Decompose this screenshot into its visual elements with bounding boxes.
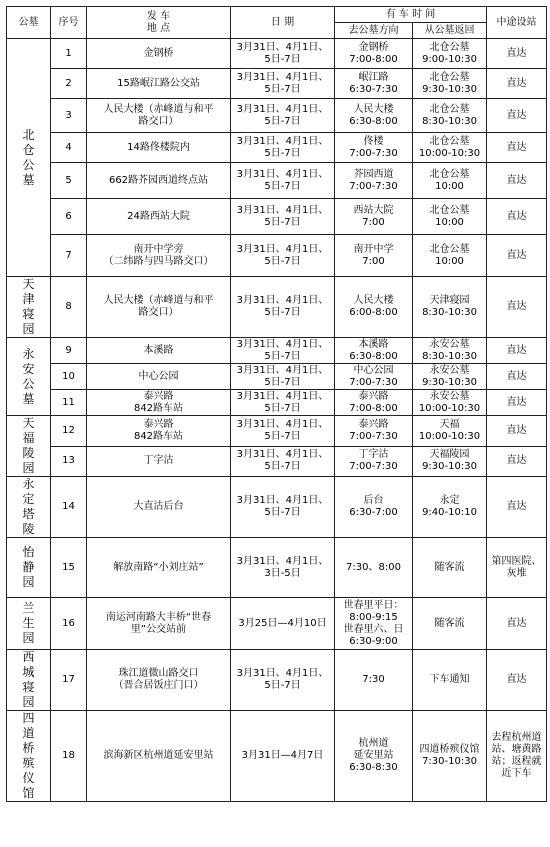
from-cemetery-cell: 北仓公墓 10:00 bbox=[413, 163, 487, 199]
shuttle-bus-schedule-table bbox=[6, 6, 547, 802]
departure-cell: 金钢桥 bbox=[87, 39, 231, 69]
cemetery-name: 怡 静 园 bbox=[7, 538, 51, 598]
cemetery-name: 天 津 寝 园 bbox=[7, 277, 51, 338]
from-cemetery-cell: 北仓公墓 10:00-10:30 bbox=[413, 133, 487, 163]
cemetery-name: 永 定 塔 陵 bbox=[7, 477, 51, 538]
from-cemetery-cell: 天福 10:00-10:30 bbox=[413, 416, 487, 447]
from-cemetery-cell: 北仓公墓 10:00 bbox=[413, 199, 487, 235]
table-row bbox=[7, 416, 547, 447]
seq-cell: 3 bbox=[51, 99, 87, 133]
departure-cell: 人民大楼（赤峰道与和平 路交口） bbox=[87, 277, 231, 338]
departure-cell: 解放南路“小刘庄站” bbox=[87, 538, 231, 598]
midway-cell: 直达 bbox=[487, 39, 547, 69]
from-cemetery-cell: 天福陵园 9:30-10:30 bbox=[413, 446, 487, 477]
date-cell: 3月31日、4月1日、 5日-7日 bbox=[231, 650, 335, 711]
seq-cell: 14 bbox=[51, 477, 87, 538]
midway-cell: 直达 bbox=[487, 99, 547, 133]
header-cemetery: 公墓 bbox=[7, 7, 51, 39]
to-cemetery-cell: 世春里平日： 8:00-9:15 世春里六、日 6:30-9:00 bbox=[335, 598, 413, 650]
date-cell: 3月31日、4月1日、 5日-7日 bbox=[231, 390, 335, 416]
seq-cell: 1 bbox=[51, 39, 87, 69]
date-cell: 3月31日、4月1日、 5日-7日 bbox=[231, 446, 335, 477]
seq-cell: 16 bbox=[51, 598, 87, 650]
midway-cell: 直达 bbox=[487, 277, 547, 338]
table-row bbox=[7, 711, 547, 802]
from-cemetery-cell: 北仓公墓 9:00-10:30 bbox=[413, 39, 487, 69]
table-row bbox=[7, 133, 547, 163]
to-cemetery-cell: 佟楼 7:00-7:30 bbox=[335, 133, 413, 163]
departure-cell: 15路岷江路公交站 bbox=[87, 69, 231, 99]
from-cemetery-cell: 永定 9:40-10:10 bbox=[413, 477, 487, 538]
to-cemetery-cell: 中心公园 7:00-7:30 bbox=[335, 364, 413, 390]
date-cell: 3月31日、4月1日、 5日-7日 bbox=[231, 69, 335, 99]
date-cell: 3月31日、4月1日、 5日-7日 bbox=[231, 338, 335, 364]
cemetery-name: 永 安 公 墓 bbox=[7, 338, 51, 416]
date-cell: 3月31日、4月1日、 5日-7日 bbox=[231, 364, 335, 390]
midway-cell: 直达 bbox=[487, 598, 547, 650]
from-cemetery-cell: 天津寝园 8:30-10:30 bbox=[413, 277, 487, 338]
date-cell: 3月31日、4月1日、 5日-7日 bbox=[231, 39, 335, 69]
to-cemetery-cell: 西站大院 7:00 bbox=[335, 199, 413, 235]
departure-cell: 662路芥园西道终点站 bbox=[87, 163, 231, 199]
to-cemetery-cell: 杭州道 延安里站 6:30-8:30 bbox=[335, 711, 413, 802]
midway-cell: 直达 bbox=[487, 477, 547, 538]
midway-cell: 直达 bbox=[487, 416, 547, 447]
midway-cell: 直达 bbox=[487, 163, 547, 199]
to-cemetery-cell: 岷江路 6:30-7:30 bbox=[335, 69, 413, 99]
midway-cell: 直达 bbox=[487, 199, 547, 235]
to-cemetery-cell: 7:30、8:00 bbox=[335, 538, 413, 598]
header-midway: 中途设站 bbox=[487, 7, 547, 39]
date-cell: 3月31日、4月1日、 5日-7日 bbox=[231, 99, 335, 133]
seq-cell: 5 bbox=[51, 163, 87, 199]
from-cemetery-cell: 北仓公墓 9:30-10:30 bbox=[413, 69, 487, 99]
table-row bbox=[7, 199, 547, 235]
midway-cell: 直达 bbox=[487, 650, 547, 711]
from-cemetery-cell: 随客流 bbox=[413, 538, 487, 598]
from-cemetery-cell: 下车通知 bbox=[413, 650, 487, 711]
table-row bbox=[7, 277, 547, 338]
from-cemetery-cell: 永安公墓 8:30-10:30 bbox=[413, 338, 487, 364]
from-cemetery-cell: 永安公墓 10:00-10:30 bbox=[413, 390, 487, 416]
seq-cell: 12 bbox=[51, 416, 87, 447]
seq-cell: 2 bbox=[51, 69, 87, 99]
midway-cell: 直达 bbox=[487, 364, 547, 390]
departure-cell: 丁字沽 bbox=[87, 446, 231, 477]
header-times: 有 车 时 间 bbox=[335, 7, 487, 23]
departure-cell: 泰兴路 842路车站 bbox=[87, 390, 231, 416]
table-row bbox=[7, 364, 547, 390]
midway-cell: 直达 bbox=[487, 338, 547, 364]
cemetery-name: 兰 生 园 bbox=[7, 598, 51, 650]
departure-cell: 14路佟楼院内 bbox=[87, 133, 231, 163]
table-row bbox=[7, 650, 547, 711]
table-row bbox=[7, 338, 547, 364]
date-cell: 3月31日、4月1日、 5日-7日 bbox=[231, 477, 335, 538]
departure-cell: 大直沽后台 bbox=[87, 477, 231, 538]
to-cemetery-cell: 7:30 bbox=[335, 650, 413, 711]
table-row bbox=[7, 598, 547, 650]
departure-cell: 珠江道微山路交口 （晋合居饭庄门口） bbox=[87, 650, 231, 711]
seq-cell: 13 bbox=[51, 446, 87, 477]
table-row bbox=[7, 69, 547, 99]
seq-cell: 18 bbox=[51, 711, 87, 802]
seq-cell: 17 bbox=[51, 650, 87, 711]
midway-cell: 直达 bbox=[487, 446, 547, 477]
from-cemetery-cell: 永安公墓 9:30-10:30 bbox=[413, 364, 487, 390]
midway-cell: 直达 bbox=[487, 69, 547, 99]
to-cemetery-cell: 泰兴路 7:00-8:00 bbox=[335, 390, 413, 416]
header-to-cemetery: 去公墓方向 bbox=[335, 23, 413, 39]
from-cemetery-cell: 北仓公墓 10:00 bbox=[413, 235, 487, 277]
seq-cell: 10 bbox=[51, 364, 87, 390]
table-row bbox=[7, 99, 547, 133]
departure-cell: 南开中学旁 （二纬路与四马路交口） bbox=[87, 235, 231, 277]
table-row bbox=[7, 235, 547, 277]
date-cell: 3月31日—4月7日 bbox=[231, 711, 335, 802]
date-cell: 3月31日、4月1日、 5日-7日 bbox=[231, 163, 335, 199]
cemetery-name: 天 福 陵 园 bbox=[7, 416, 51, 477]
cemetery-name: 北 仓 公 墓 bbox=[7, 39, 51, 277]
date-cell: 3月31日、4月1日、 5日-7日 bbox=[231, 199, 335, 235]
departure-cell: 24路西站大院 bbox=[87, 199, 231, 235]
seq-cell: 15 bbox=[51, 538, 87, 598]
to-cemetery-cell: 人民大楼 6:00-8:00 bbox=[335, 277, 413, 338]
date-cell: 3月31日、4月1日、 5日-7日 bbox=[231, 235, 335, 277]
to-cemetery-cell: 金钢桥 7:00-8:00 bbox=[335, 39, 413, 69]
date-cell: 3月31日、4月1日、 3日-5日 bbox=[231, 538, 335, 598]
to-cemetery-cell: 泰兴路 7:00-7:30 bbox=[335, 416, 413, 447]
header-date: 日 期 bbox=[231, 7, 335, 39]
to-cemetery-cell: 人民大楼 6:30-8:00 bbox=[335, 99, 413, 133]
date-cell: 3月25日—4月10日 bbox=[231, 598, 335, 650]
from-cemetery-cell: 随客流 bbox=[413, 598, 487, 650]
from-cemetery-cell: 四道桥殡仪馆 7:30-10:30 bbox=[413, 711, 487, 802]
seq-cell: 11 bbox=[51, 390, 87, 416]
header-seq: 序号 bbox=[51, 7, 87, 39]
table-row bbox=[7, 163, 547, 199]
departure-cell: 南运河南路大丰桥“世春 里”公交站前 bbox=[87, 598, 231, 650]
from-cemetery-cell: 北仓公墓 8:30-10:30 bbox=[413, 99, 487, 133]
seq-cell: 4 bbox=[51, 133, 87, 163]
seq-cell: 8 bbox=[51, 277, 87, 338]
to-cemetery-cell: 本溪路 6:30-8:00 bbox=[335, 338, 413, 364]
departure-cell: 泰兴路 842路车站 bbox=[87, 416, 231, 447]
seq-cell: 6 bbox=[51, 199, 87, 235]
to-cemetery-cell: 丁字沽 7:00-7:30 bbox=[335, 446, 413, 477]
midway-cell: 直达 bbox=[487, 235, 547, 277]
cemetery-name: 四 道 桥 殡 仪 馆 bbox=[7, 711, 51, 802]
midway-cell: 直达 bbox=[487, 390, 547, 416]
date-cell: 3月31日、4月1日、 5日-7日 bbox=[231, 277, 335, 338]
departure-cell: 中心公园 bbox=[87, 364, 231, 390]
departure-cell: 本溪路 bbox=[87, 338, 231, 364]
to-cemetery-cell: 芥园西道 7:00-7:30 bbox=[335, 163, 413, 199]
to-cemetery-cell: 后台 6:30-7:00 bbox=[335, 477, 413, 538]
schedule-body bbox=[7, 39, 547, 802]
cemetery-name: 西 城 寝 园 bbox=[7, 650, 51, 711]
table-row bbox=[7, 446, 547, 477]
date-cell: 3月31日、4月1日、 5日-7日 bbox=[231, 416, 335, 447]
seq-cell: 7 bbox=[51, 235, 87, 277]
table-row bbox=[7, 477, 547, 538]
midway-cell: 去程杭州道 站、塘黄路 站；返程就 近下车 bbox=[487, 711, 547, 802]
date-cell: 3月31日、4月1日、 5日-7日 bbox=[231, 133, 335, 163]
midway-cell: 第四医院、 灰堆 bbox=[487, 538, 547, 598]
table-row bbox=[7, 538, 547, 598]
table-row bbox=[7, 390, 547, 416]
departure-cell: 滨海新区杭州道延安里站 bbox=[87, 711, 231, 802]
seq-cell: 9 bbox=[51, 338, 87, 364]
table-row bbox=[7, 39, 547, 69]
to-cemetery-cell: 南开中学 7:00 bbox=[335, 235, 413, 277]
departure-cell: 人民大楼（赤峰道与和平 路交口） bbox=[87, 99, 231, 133]
header-departure: 发 车 地 点 bbox=[87, 7, 231, 39]
header-from-cemetery: 从公墓返回 bbox=[413, 23, 487, 39]
midway-cell: 直达 bbox=[487, 133, 547, 163]
